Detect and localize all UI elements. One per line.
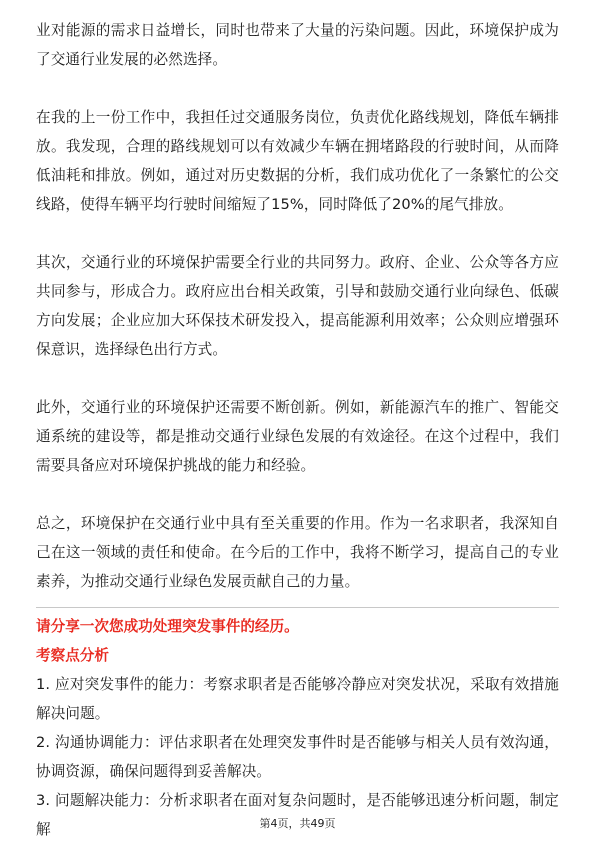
analysis-heading: 考察点分析: [36, 647, 109, 664]
page-footer: 第4页，共49页: [259, 817, 336, 830]
paragraph-5: 总之，环境保护在交通行业中具有至关重要的作用。作为一名求职者，我深知自己在这一领域的责任和使命。在今后的工作中，我将不断学习，提高自己的专业素养，为推动交通行业绿色发展贡献自己的力量。: [36, 515, 559, 590]
paragraph-2: 在我的上一份工作中，我担任过交通服务岗位，负责优化路线规划，降低车辆排放。我发现，合理的路线规划可以有效减少车辆在拥堵路段的行驶时间，从而降低油耗和排放。例如，通过对历史数据的分析，我们成功优化了一条繁忙的公交线路，使得车辆平均行驶时间缩短了15%，同时降低了20%的尾气排放。: [36, 109, 559, 213]
analysis-item-3: 3. 问题解决能力：分析求职者在面对复杂问题时，是否能够迅速分析问题，制定解: [36, 792, 559, 838]
document-page: [36, 16, 559, 844]
section-divider: [36, 607, 559, 608]
interview-question: 请分享一次您成功处理突发事件的经历。: [36, 618, 299, 635]
paragraph-4: 此外，交通行业的环境保护还需要不断创新。例如，新能源汽车的推广、智能交通系统的建设等，都是推动交通行业绿色发展的有效途径。在这个过程中，我们需要具备应对环境保护挑战的能力和经验。: [36, 399, 559, 474]
analysis-item-1: 1. 应对突发事件的能力：考察求职者是否能够冷静应对突发状况，采取有效措施解决问题。: [36, 676, 559, 722]
paragraph-1: 业对能源的需求日益增长，同时也带来了大量的污染问题。因此，环境保护成为了交通行业发展的必然选择。: [36, 22, 559, 68]
analysis-item-2: 2. 沟通协调能力：评估求职者在处理突发事件时是否能够与相关人员有效沟通，协调资源，确保问题得到妥善解决。: [36, 734, 559, 780]
paragraph-3: 其次，交通行业的环境保护需要全行业的共同努力。政府、企业、公众等各方应共同参与，形成合力。政府应出台相关政策，引导和鼓励交通行业向绿色、低碳方向发展；企业应加大环保技术研发投入，提高能源利用效率；公众则应增强环保意识，选择绿色出行方式。: [36, 254, 559, 358]
